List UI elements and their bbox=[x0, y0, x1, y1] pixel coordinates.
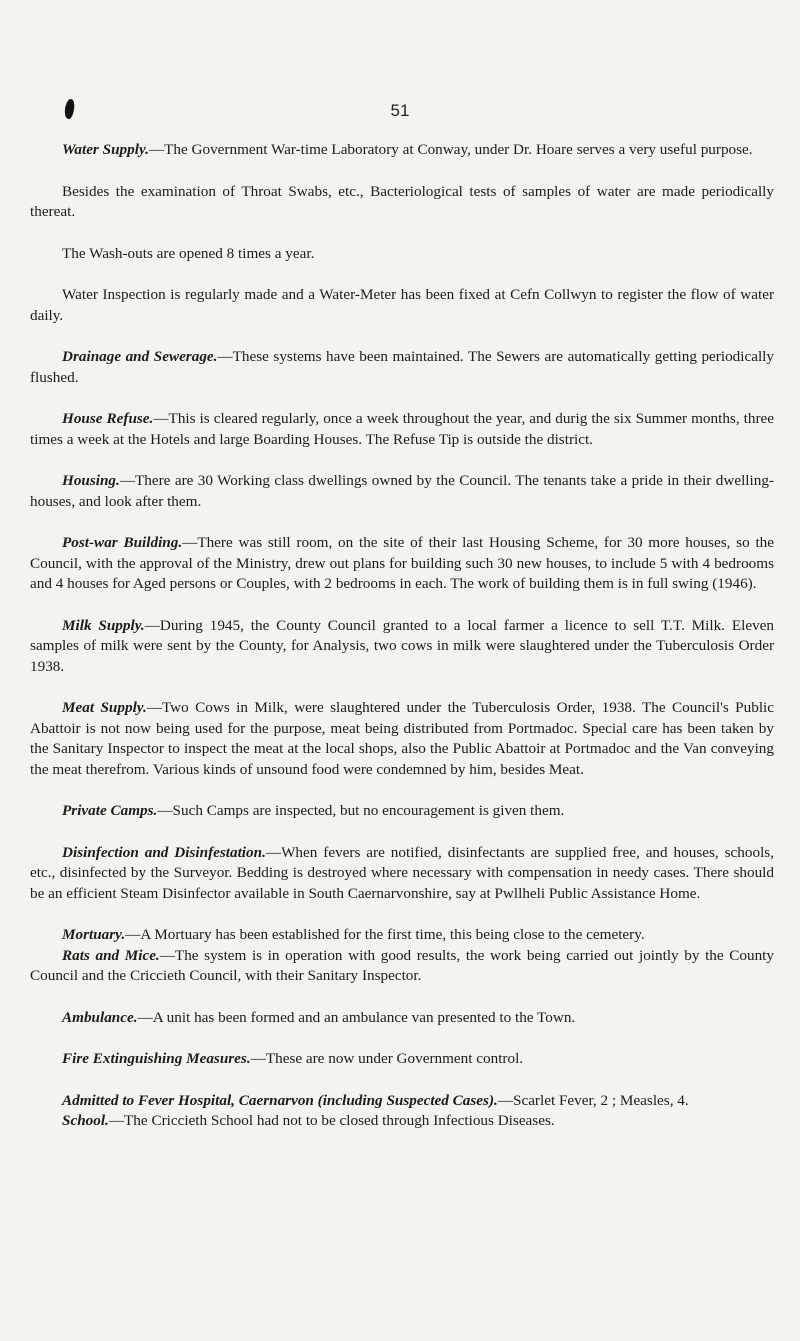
paragraph bbox=[30, 1091, 774, 1112]
section-heading: Fire Extinguishing Measures. bbox=[62, 1050, 251, 1067]
paragraph-text: —This is cleared regularly, once a week throughout the year, and durig the six Summer months, three times a week at the Hotels and large Boarding Houses. The Refuse Tip is outside the district. bbox=[30, 410, 775, 448]
section-heading: Ambulance. bbox=[62, 1008, 138, 1026]
paragraph-text: —These systems have been maintained. The Sewers are automatically getting periodically flushed. bbox=[30, 348, 774, 386]
paragraph bbox=[30, 182, 774, 223]
paragraph bbox=[30, 140, 774, 161]
paragraph bbox=[30, 925, 774, 946]
paragraph bbox=[30, 801, 774, 822]
section-heading: Housing. bbox=[62, 472, 120, 489]
paragraph bbox=[30, 1111, 774, 1132]
paragraph bbox=[30, 1008, 774, 1029]
paragraph bbox=[30, 616, 774, 678]
section-heading: Drainage and Sewerage. bbox=[62, 348, 218, 365]
section-heading: Admitted to Fever Hospital, Caernarvon (including Suspected Cases). bbox=[62, 1091, 498, 1109]
paragraph bbox=[30, 698, 774, 780]
paragraph bbox=[30, 471, 774, 512]
paragraph-text: —Scarlet Fever, 2 ; Measles, 4. bbox=[497, 1091, 689, 1109]
page-number: 51 bbox=[390, 101, 410, 120]
section-heading: Milk Supply. bbox=[62, 616, 145, 634]
section-heading: Disinfection and Disinfestation. bbox=[62, 843, 266, 861]
section-heading: House Refuse. bbox=[62, 410, 154, 427]
section-heading: Rats and Mice. bbox=[62, 946, 160, 964]
section-heading: Meat Supply. bbox=[62, 699, 147, 716]
paragraph-text: —During 1945, the County Council granted to a local farmer a licence to sell T.T. Milk. Eleven samples of milk were sent by the County, for Analysis, two cows in milk were slaughtered under the Tuberculosis Order 1938. bbox=[30, 616, 774, 675]
paragraph bbox=[30, 533, 774, 595]
paragraph-text: —The Government War-time Laboratory at Conway, under Dr. Hoare serves a very useful purpose. bbox=[148, 141, 753, 158]
paragraph-text: —When fevers are notified, disinfectants are supplied free, and houses, schools, etc., disinfected by the Surveyor. Bedding is destroyed where necessary with compensation in needy cases. There should be an efficient Steam Disinfector available in South Caernarvonshire, say at Pwllheli Public Assistance Home. bbox=[30, 843, 775, 902]
paragraph-text: —A Mortuary has been established for the first time, this being close to the cemetery. bbox=[125, 926, 645, 943]
paragraph-text: —A unit has been formed and an ambulance van presented to the Town. bbox=[137, 1008, 576, 1026]
section-heading: Mortuary. bbox=[62, 926, 126, 943]
paragraph-text: —The system is in operation with good results, the work being carried out jointly by the County Council and the Criccieth Council, with their Sanitary Inspector. bbox=[30, 946, 774, 984]
paragraph bbox=[30, 843, 774, 905]
section-heading: Water Supply. bbox=[62, 141, 149, 158]
section-heading: Private Camps. bbox=[62, 802, 158, 819]
paragraph-text: —Two Cows in Milk, were slaughtered under the Tuberculosis Order, 1938. The Council's Public Abattoir is not now being used for the purpose, meat being distributed from Portmadoc. Special care has been taken by the Sanitary Inspector to inspect the meat at the local shops, also the Public Abattoir at Portmadoc and the Van conveying the meat therefrom. Various kinds of unsound food were condemned by him, besides Meat. bbox=[30, 699, 774, 778]
paragraph bbox=[30, 347, 774, 388]
paragraph bbox=[30, 244, 774, 265]
paragraph-text: —There was still room, on the site of their last Housing Scheme, for 30 more houses, so the Council, with the approval of the Ministry, drew out plans for building such 30 new houses, to include 5 with 4 bedrooms and 4 houses for Aged persons or Couples, with 2 bedrooms in each. The work of building them is in full swing (1946). bbox=[30, 534, 774, 592]
paragraph-text: Water Inspection is regularly made and a Water-Meter has been fixed at Cefn Collwyn to register the flow of water daily. bbox=[30, 286, 774, 324]
section-heading: School. bbox=[62, 1112, 109, 1129]
paragraph bbox=[30, 285, 774, 326]
paragraph-text: The Wash-outs are opened 8 times a year. bbox=[62, 244, 315, 262]
paragraph-text: —The Criccieth School had not to be closed through Infectious Diseases. bbox=[108, 1112, 555, 1129]
paragraph-text: —Such Camps are inspected, but no encouragement is given them. bbox=[157, 802, 565, 819]
paragraph bbox=[30, 409, 774, 450]
section-heading: Post-war Building. bbox=[62, 534, 183, 551]
paragraph-text: —These are now under Government control. bbox=[250, 1050, 524, 1067]
paragraph bbox=[30, 946, 774, 987]
paragraph bbox=[30, 1049, 774, 1070]
paragraph-text: —There are 30 Working class dwellings owned by the Council. The tenants take a pride in their dwelling-houses, and look after them. bbox=[30, 472, 774, 510]
document-body bbox=[30, 140, 774, 1153]
paragraph-text: Besides the examination of Throat Swabs, etc., Bacteriological tests of samples of water are made periodically thereat. bbox=[30, 182, 774, 220]
